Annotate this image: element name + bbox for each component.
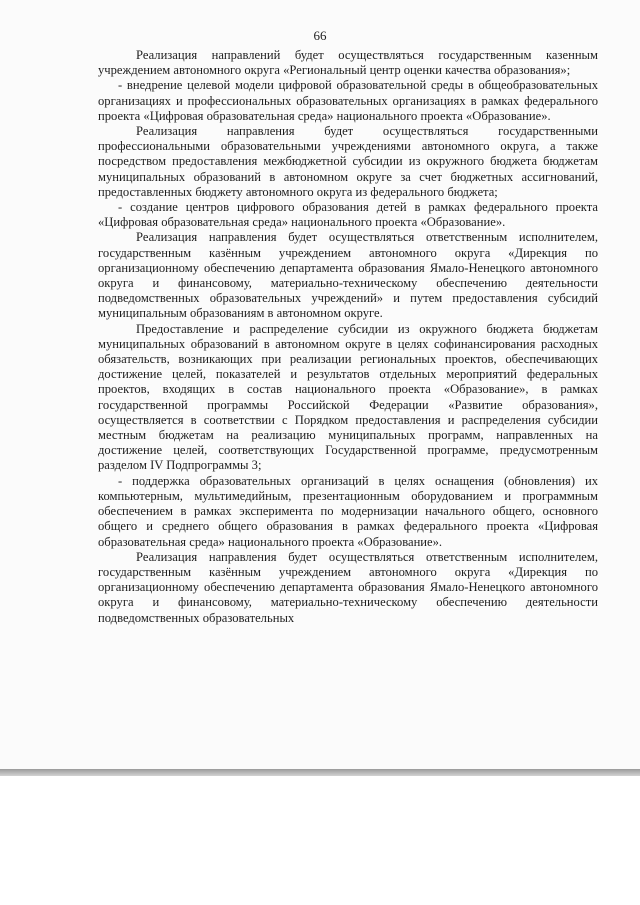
paragraph: Реализация направления будет осуществляться ответственным исполнителем, государственным казённым учреждением автономного округа «Дирекция по организационному обеспечению департамента образования Ямало-Ненецкого автономного округа и финансовому, материально-техническому обеспечению деятельности подведомственных образовательных учреждений» и путем предоставления субсидий муниципальным образованиям в автономном округе.: [98, 230, 598, 321]
paragraph: Реализация направлений будет осуществляться государственным казенным учреждением автономного округа «Региональный центр оценки качества образования»;: [98, 48, 598, 78]
document-body: [98, 48, 598, 626]
scan-bottom-edge: [0, 769, 640, 776]
page-number: 66: [313, 28, 327, 43]
paragraph: Предоставление и распределение субсидии из окружного бюджета бюджетам муниципальных образований в автономном округе в целях софинансирования расходных обязательств, возникающих при реализации региональных проектов, обеспечивающих достижение целей, показателей и результатов отдельных мероприятий федеральных проектов, входящих в состав национального проекта «Образование», в рамках государственной программы Российской Федерации «Развитие образования», осуществляется в соответствии с Порядком предоставления и распределения субсидии местным бюджетам на реализацию муниципальных программ, направленных на достижение целей, соответствующих Государственной программе, предусмотренным разделом IV Подпрограммы 3;: [98, 321, 598, 473]
paragraph: Реализация направления будет осуществляться государственными профессиональными образовательными учреждениями автономного округа, а также посредством предоставления межбюджетной субсидии из окружного бюджета бюджетам муниципальных образований в автономном округе за счет бюджетных ассигнований, предоставленных бюджету автономного округа из федерального бюджета;: [98, 124, 598, 199]
list-paragraph: - поддержка образовательных организаций в целях оснащения (обновления) их компьютерным, мультимедийным, презентационным оборудованием и программным обеспечением в рамках эксперимента по модернизации начального общего, основного общего и среднего общего образования в рамках федерального проекта «Цифровая образовательная среда» национального проекта «Образование».: [98, 473, 598, 549]
paragraph: Реализация направления будет осуществляться ответственным исполнителем, государственным казённым учреждением автономного округа «Дирекция по организационному обеспечению департамента образования Ямало-Ненецкого автономного округа и финансовому, материально-техническому обеспечению деятельности подведомственных образовательных: [98, 549, 598, 625]
list-paragraph: - внедрение целевой модели цифровой образовательной среды в общеобразовательных организациях и профессиональных образовательных организациях в рамках федерального проекта «Цифровая образовательная среда» национального проекта «Образование».: [98, 78, 598, 123]
list-paragraph: - создание центров цифрового образования детей в рамках федерального проекта «Цифровая образовательная среда» национального проекта «Образование».: [98, 200, 598, 230]
